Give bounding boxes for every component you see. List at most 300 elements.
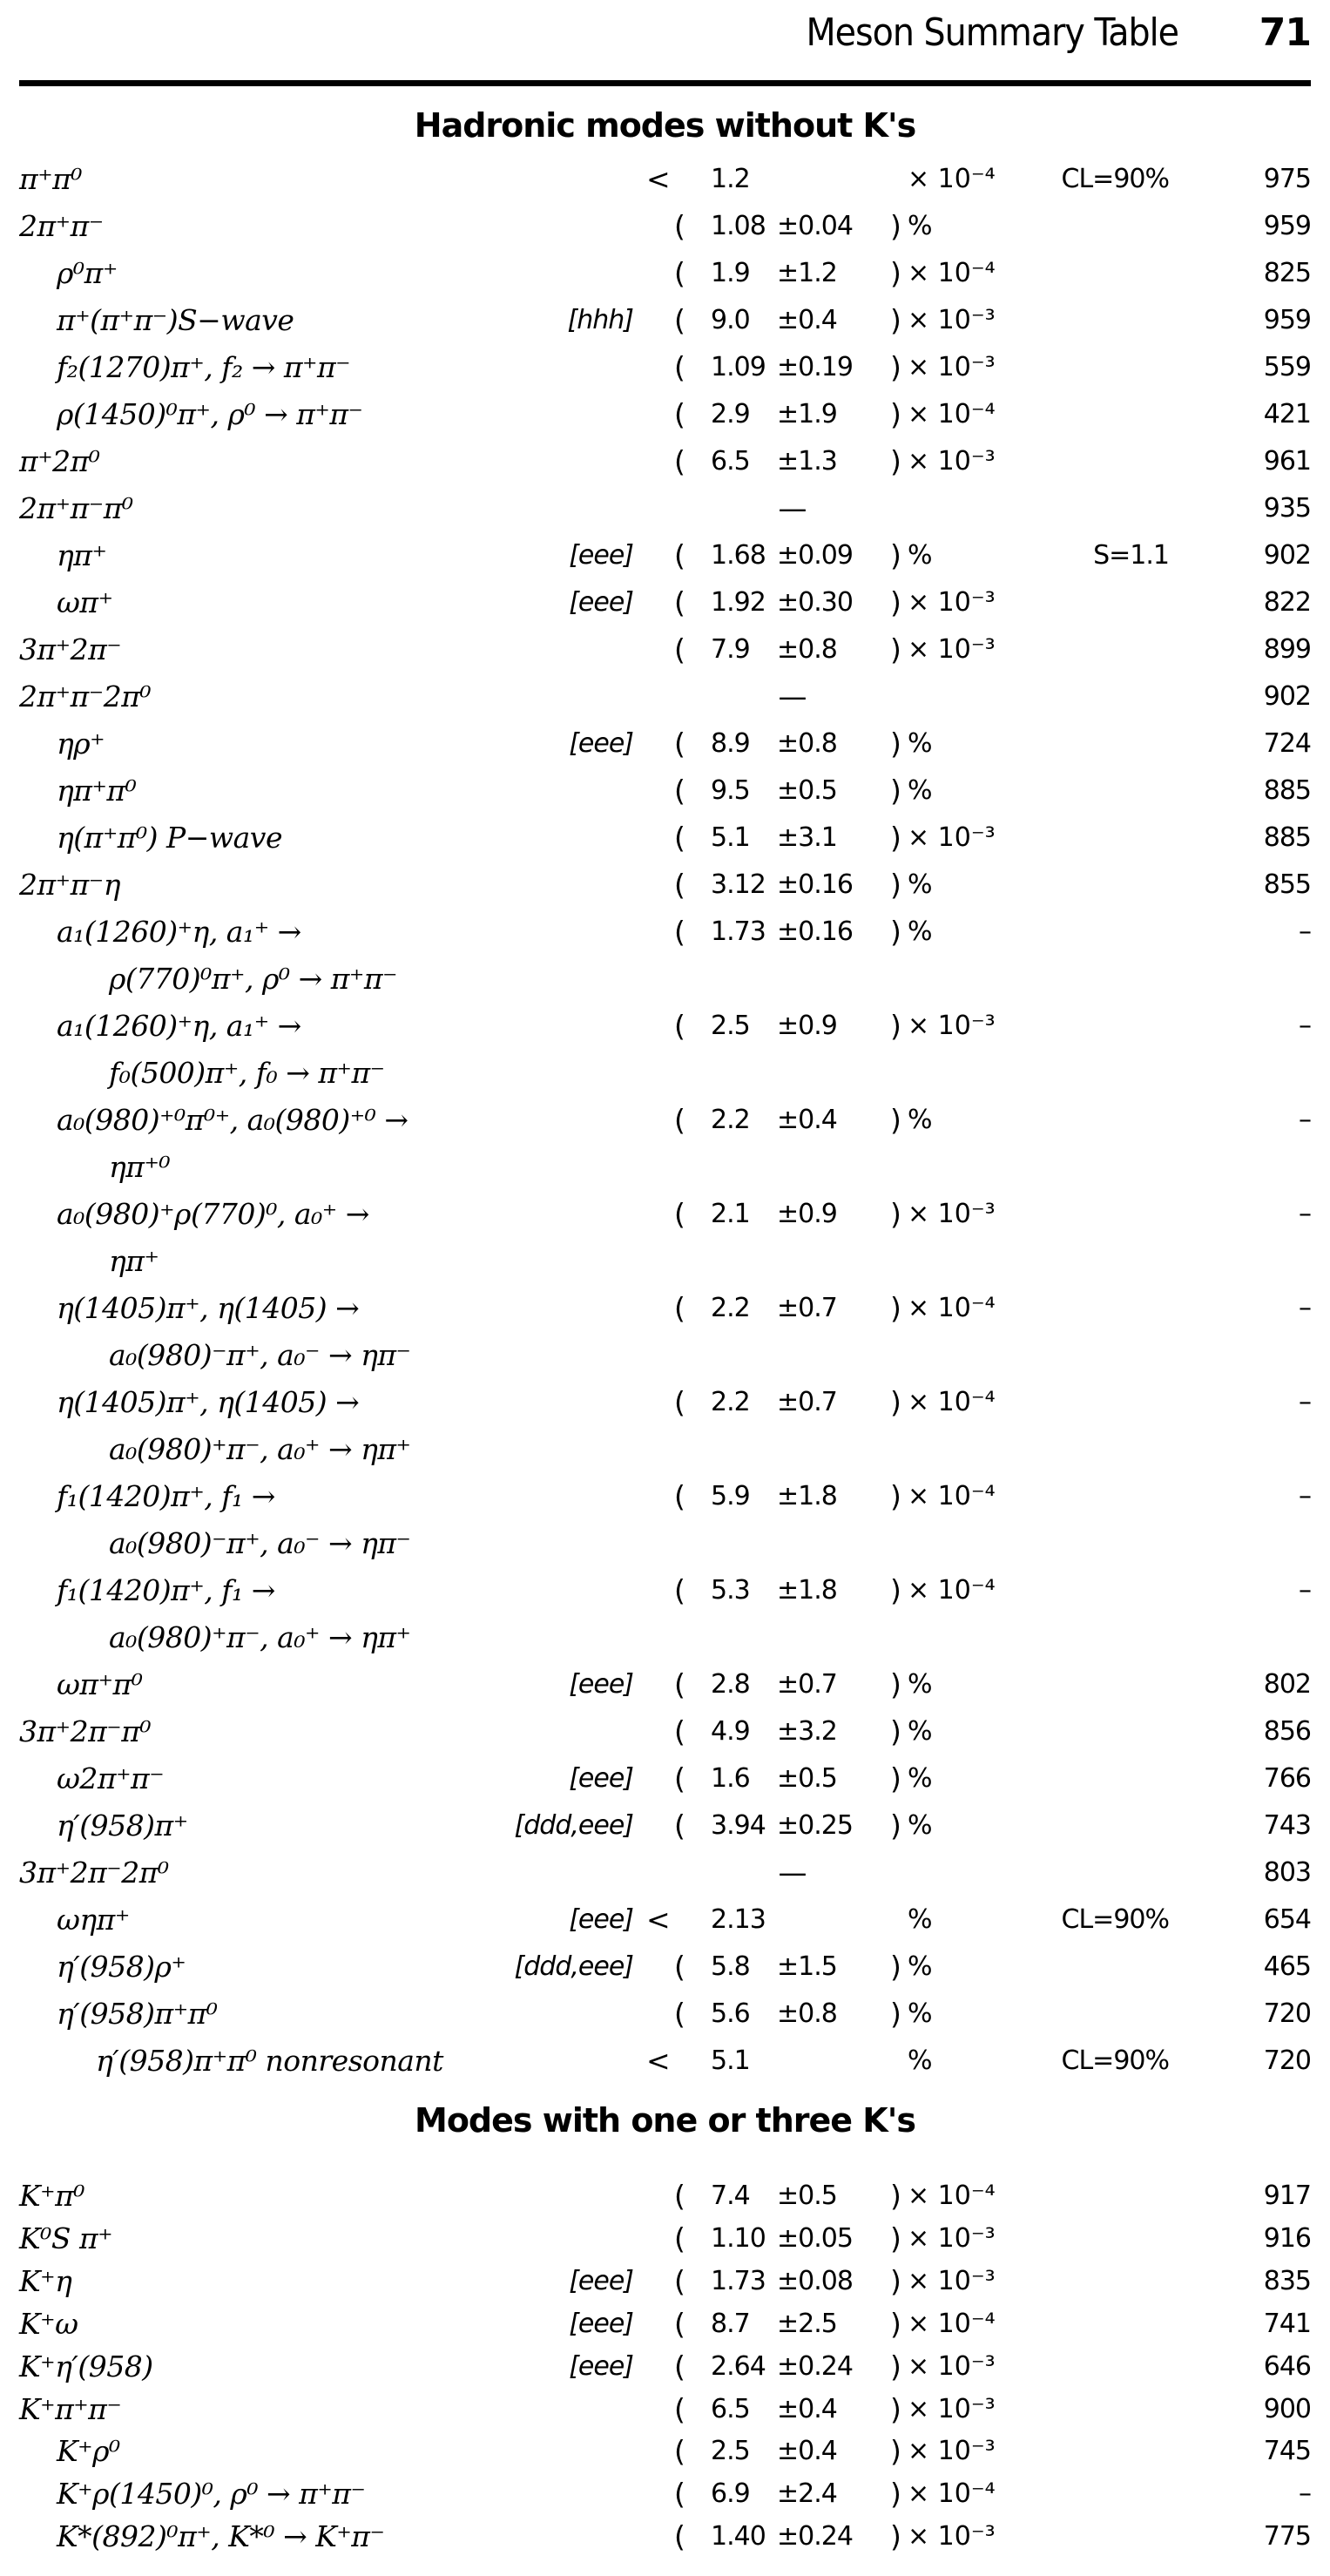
fraction-value: 9.5 xyxy=(711,775,750,806)
table-row xyxy=(0,1945,1330,1989)
momentum-p: 559 xyxy=(1263,352,1311,382)
momentum-p: 720 xyxy=(1263,1998,1311,2029)
table-row xyxy=(0,863,1330,907)
fraction-error: ±0.16 xyxy=(777,916,853,947)
fraction-error: ±0.4 xyxy=(777,2436,837,2467)
fraction-error: ±0.4 xyxy=(777,305,837,335)
close-paren: ) xyxy=(890,585,901,619)
close-paren: ) xyxy=(890,209,901,243)
decay-mode: K⁺η xyxy=(19,2263,72,2298)
fraction-unit: × 10⁻⁴ xyxy=(908,1293,996,1323)
table-row xyxy=(0,628,1330,672)
fraction-value: 2.13 xyxy=(711,1904,766,1935)
no-value-dash: — xyxy=(778,491,807,525)
table-row xyxy=(0,1898,1330,1942)
decay-mode: f₁(1420)π⁺, f₁ → xyxy=(57,1479,275,1513)
decay-mode: 2π⁺π⁻η xyxy=(19,868,120,902)
open-paren: ( xyxy=(674,774,685,808)
decay-mode: π⁺(π⁺π⁻)S−wave xyxy=(57,303,294,337)
momentum-p: 766 xyxy=(1263,1763,1311,1794)
momentum-p: 959 xyxy=(1263,305,1311,335)
fraction-error: ±0.09 xyxy=(777,540,853,571)
momentum-p: 775 xyxy=(1263,2521,1311,2552)
decay-mode: a₀(980)⁺π⁻, a₀⁺ → ηπ⁺ xyxy=(109,1620,411,1654)
open-paren: ( xyxy=(674,2263,685,2298)
decay-mode: 2π⁺π⁻π⁰ xyxy=(19,491,133,525)
table-row xyxy=(0,1804,1330,1848)
open-paren: ( xyxy=(674,303,685,337)
table-row xyxy=(0,1381,1330,1424)
open-paren: ( xyxy=(674,1950,685,1984)
close-paren: ) xyxy=(890,1291,901,1325)
fraction-error: ±0.05 xyxy=(777,2222,853,2254)
table-row xyxy=(0,205,1330,248)
open-paren: ( xyxy=(674,2477,685,2512)
fraction-error: ±0.8 xyxy=(777,728,837,759)
table-row xyxy=(0,722,1330,766)
open-paren: ( xyxy=(674,632,685,666)
momentum-p: 959 xyxy=(1263,211,1311,241)
decay-mode: ωπ⁺π⁰ xyxy=(57,1667,143,1701)
decay-mode: π⁺π⁰ xyxy=(19,162,83,196)
momentum-p: 825 xyxy=(1263,258,1311,288)
fraction-unit: % xyxy=(908,1810,933,1841)
table-row xyxy=(0,2472,1330,2516)
momentum-p: 654 xyxy=(1263,1904,1311,1935)
fraction-error: ±0.7 xyxy=(777,1387,837,1417)
fraction-value: 2.64 xyxy=(711,2350,766,2382)
table-row xyxy=(0,534,1330,578)
fraction-value: 5.6 xyxy=(711,1998,750,2029)
decay-mode: ηπ⁺π⁰ xyxy=(57,774,137,808)
table-row xyxy=(0,581,1330,625)
table-row xyxy=(0,1004,1330,1048)
decay-mode: η′(958)π⁺π⁰ xyxy=(57,1997,218,2031)
fraction-unit: × 10⁻³ xyxy=(908,822,996,853)
table-row xyxy=(0,1757,1330,1801)
close-paren: ) xyxy=(890,1714,901,1748)
fraction-value: 2.2 xyxy=(711,1105,750,1135)
fraction-value: 6.5 xyxy=(711,2393,750,2424)
momentum-p: 902 xyxy=(1263,540,1311,571)
decay-mode: K⁺ρ⁰ xyxy=(57,2434,120,2469)
decay-mode: ηπ⁺ xyxy=(57,538,107,572)
fraction-value: 2.9 xyxy=(711,399,750,429)
close-paren: ) xyxy=(890,350,901,384)
footnote-ref: [eee] xyxy=(569,1904,633,1935)
fraction-value: 7.9 xyxy=(711,634,750,665)
open-paren: ( xyxy=(674,585,685,619)
open-paren: ( xyxy=(674,2221,685,2255)
table-row xyxy=(0,2515,1330,2559)
close-paren: ) xyxy=(890,1950,901,1984)
upper-limit-sign: < xyxy=(646,2044,671,2078)
decay-mode: 2π⁺π⁻ xyxy=(19,209,104,243)
open-paren: ( xyxy=(674,1103,685,1137)
decay-mode: ηρ⁺ xyxy=(57,727,105,761)
momentum-p: 961 xyxy=(1263,446,1311,477)
fraction-value: 2.5 xyxy=(711,2436,750,2467)
fraction-value: 1.92 xyxy=(711,587,766,618)
fraction-error: ±0.7 xyxy=(777,1669,837,1700)
fraction-error: ±0.4 xyxy=(777,1105,837,1135)
fraction-unit: × 10⁻³ xyxy=(908,634,996,665)
close-paren: ) xyxy=(890,1385,901,1419)
footnote-ref: [eee] xyxy=(569,2308,633,2339)
fraction-unit: × 10⁻³ xyxy=(908,2521,996,2552)
table-row xyxy=(0,2217,1330,2261)
decay-mode: η(π⁺π⁰) P−wave xyxy=(57,821,282,855)
open-paren: ( xyxy=(674,1714,685,1748)
close-paren: ) xyxy=(890,2221,901,2255)
fraction-unit: × 10⁻⁴ xyxy=(908,1481,996,1511)
close-paren: ) xyxy=(890,1103,901,1137)
open-paren: ( xyxy=(674,209,685,243)
footnote-ref: [eee] xyxy=(569,1763,633,1794)
momentum-p: 802 xyxy=(1263,1669,1311,1700)
fraction-error: ±1.2 xyxy=(777,258,837,288)
fraction-value: 1.73 xyxy=(711,916,766,947)
table-row xyxy=(0,2388,1330,2431)
close-paren: ) xyxy=(890,1997,901,2031)
decay-mode: a₁(1260)⁺η, a₁⁺ → xyxy=(57,1009,301,1043)
table-row xyxy=(0,2174,1330,2218)
table-row xyxy=(0,1287,1330,1330)
fraction-unit: × 10⁻³ xyxy=(908,587,996,618)
fraction-value: 8.7 xyxy=(711,2308,750,2339)
momentum-p: 743 xyxy=(1263,1810,1311,1841)
decay-mode: a₀(980)⁻π⁺, a₀⁻ → ηπ⁻ xyxy=(109,1526,411,1560)
table-row-continuation xyxy=(0,1428,1330,1471)
table-row-continuation xyxy=(0,1334,1330,1377)
momentum-p: 745 xyxy=(1263,2436,1311,2467)
fraction-unit: % xyxy=(908,728,933,759)
no-value-dash: — xyxy=(778,679,807,713)
open-paren: ( xyxy=(674,1809,685,1842)
fraction-value: 2.2 xyxy=(711,1387,750,1417)
table-row-continuation xyxy=(0,1240,1330,1283)
fraction-unit: % xyxy=(908,869,933,900)
fraction-unit: % xyxy=(908,1904,933,1935)
fraction-value: 2.8 xyxy=(711,1669,750,1700)
fraction-error: ±0.9 xyxy=(777,1199,837,1229)
open-paren: ( xyxy=(674,1197,685,1231)
decay-mode: K⁺π⁰ xyxy=(19,2179,84,2213)
fraction-unit: × 10⁻³ xyxy=(908,352,996,382)
close-paren: ) xyxy=(890,538,901,572)
page-header xyxy=(0,0,1311,87)
momentum-p: 885 xyxy=(1263,775,1311,806)
scale-or-cl: CL=90% xyxy=(1061,1904,1169,1935)
fraction-unit: × 10⁻³ xyxy=(908,2222,996,2254)
fraction-value: 2.2 xyxy=(711,1293,750,1323)
fraction-unit: % xyxy=(908,1105,933,1135)
fraction-value: 1.6 xyxy=(711,1763,750,1794)
fraction-value: 8.9 xyxy=(711,728,750,759)
momentum-p: 720 xyxy=(1263,2045,1311,2076)
close-paren: ) xyxy=(890,444,901,478)
decay-mode: K⁺η′(958) xyxy=(19,2349,153,2383)
table-row xyxy=(0,1663,1330,1707)
close-paren: ) xyxy=(890,303,901,337)
open-paren: ( xyxy=(674,868,685,902)
table-row xyxy=(0,487,1330,531)
fraction-value: 1.73 xyxy=(711,2265,766,2296)
fraction-error: ±0.30 xyxy=(777,587,853,618)
decay-mode: ω2π⁺π⁻ xyxy=(57,1761,165,1795)
momentum-p: 885 xyxy=(1263,822,1311,853)
decay-mode: ρ(1450)⁰π⁺, ρ⁰ → π⁺π⁻ xyxy=(57,397,363,431)
decay-mode: a₀(980)⁺⁰π⁰⁺, a₀(980)⁺⁰ → xyxy=(57,1103,408,1137)
open-paren: ( xyxy=(674,2349,685,2383)
footnote-ref: [eee] xyxy=(569,2265,633,2296)
fraction-error: ±3.2 xyxy=(777,1716,837,1747)
close-paren: ) xyxy=(890,2179,901,2213)
close-paren: ) xyxy=(890,1573,901,1607)
close-paren: ) xyxy=(890,1809,901,1842)
open-paren: ( xyxy=(674,444,685,478)
decay-mode: f₁(1420)π⁺, f₁ → xyxy=(57,1573,275,1607)
fraction-value: 4.9 xyxy=(711,1716,750,1747)
open-paren: ( xyxy=(674,2519,685,2554)
momentum-p: – xyxy=(1299,2478,1311,2510)
close-paren: ) xyxy=(890,2263,901,2298)
open-paren: ( xyxy=(674,2306,685,2341)
close-paren: ) xyxy=(890,774,901,808)
fraction-unit: × 10⁻⁴ xyxy=(908,258,996,288)
scale-or-cl: CL=90% xyxy=(1061,164,1169,194)
fraction-error: ±0.8 xyxy=(777,634,837,665)
fraction-unit: × 10⁻³ xyxy=(908,2393,996,2424)
footnote-ref: [eee] xyxy=(569,587,633,618)
fraction-error: ±1.9 xyxy=(777,399,837,429)
decay-mode: η′(958)π⁺ xyxy=(57,1809,188,1842)
open-paren: ( xyxy=(674,397,685,431)
open-paren: ( xyxy=(674,1761,685,1795)
momentum-p: 646 xyxy=(1263,2350,1311,2382)
table-row xyxy=(0,675,1330,719)
fraction-unit: × 10⁻⁴ xyxy=(908,1575,996,1606)
footnote-ref: [ddd,eee] xyxy=(514,1951,633,1982)
decay-mode: f₀(500)π⁺, f₀ → π⁺π⁻ xyxy=(109,1056,385,1090)
decay-mode: η(1405)π⁺, η(1405) → xyxy=(57,1385,360,1419)
fraction-unit: × 10⁻³ xyxy=(908,2265,996,2296)
footnote-ref: [eee] xyxy=(569,1669,633,1700)
open-paren: ( xyxy=(674,915,685,949)
fraction-unit: × 10⁻⁴ xyxy=(908,164,996,194)
footnote-ref: [eee] xyxy=(569,728,633,759)
fraction-unit: % xyxy=(908,775,933,806)
table-row xyxy=(0,2430,1330,2473)
table-row xyxy=(0,1569,1330,1613)
fraction-unit: × 10⁻³ xyxy=(908,2436,996,2467)
decay-mode: ηπ⁺⁰ xyxy=(109,1150,171,1184)
momentum-p: – xyxy=(1299,1387,1311,1417)
fraction-error: ±0.5 xyxy=(777,2180,837,2211)
close-paren: ) xyxy=(890,632,901,666)
open-paren: ( xyxy=(674,1667,685,1701)
decay-mode: π⁺2π⁰ xyxy=(19,444,100,478)
page-number: 71 xyxy=(1259,10,1311,55)
fraction-error: ±2.4 xyxy=(777,2478,837,2510)
momentum-p: 899 xyxy=(1263,634,1311,665)
open-paren: ( xyxy=(674,1997,685,2031)
open-paren: ( xyxy=(674,350,685,384)
fraction-value: 5.3 xyxy=(711,1575,750,1606)
fraction-unit: × 10⁻⁴ xyxy=(908,2308,996,2339)
fraction-unit: % xyxy=(908,1716,933,1747)
open-paren: ( xyxy=(674,1479,685,1513)
fraction-value: 6.9 xyxy=(711,2478,750,2510)
fraction-error: ±2.5 xyxy=(777,2308,837,2339)
fraction-error: ±0.5 xyxy=(777,1763,837,1794)
momentum-p: 856 xyxy=(1263,1716,1311,1747)
fraction-unit: % xyxy=(908,1951,933,1982)
fraction-error: ±1.5 xyxy=(777,1951,837,1982)
fraction-value: 1.40 xyxy=(711,2521,766,2552)
close-paren: ) xyxy=(890,1479,901,1513)
table-row xyxy=(0,252,1330,295)
close-paren: ) xyxy=(890,1009,901,1043)
close-paren: ) xyxy=(890,2434,901,2469)
decay-mode: ρ(770)⁰π⁺, ρ⁰ → π⁺π⁻ xyxy=(109,962,397,996)
momentum-p: – xyxy=(1299,1105,1311,1135)
fraction-unit: × 10⁻⁴ xyxy=(908,2478,996,2510)
fraction-unit: × 10⁻³ xyxy=(908,305,996,335)
table-row xyxy=(0,158,1330,201)
no-value-dash: — xyxy=(778,1856,807,1890)
fraction-error: ±1.3 xyxy=(777,446,837,477)
open-paren: ( xyxy=(674,256,685,290)
table-row xyxy=(0,1099,1330,1142)
fraction-value: 2.1 xyxy=(711,1199,750,1229)
table-row-continuation xyxy=(0,957,1330,1001)
fraction-value: 6.5 xyxy=(711,446,750,477)
upper-limit-sign: < xyxy=(646,1903,671,1937)
decay-mode: ωπ⁺ xyxy=(57,585,113,619)
fraction-error: ±0.9 xyxy=(777,1011,837,1041)
table-row-continuation xyxy=(0,1522,1330,1565)
table-row xyxy=(0,2260,1330,2303)
momentum-p: – xyxy=(1299,1575,1311,1606)
fraction-value: 2.5 xyxy=(711,1011,750,1041)
fraction-value: 1.08 xyxy=(711,211,766,241)
momentum-p: 900 xyxy=(1263,2393,1311,2424)
fraction-error: ±0.8 xyxy=(777,1998,837,2029)
table-row xyxy=(0,2302,1330,2346)
close-paren: ) xyxy=(890,915,901,949)
fraction-error: ±1.8 xyxy=(777,1481,837,1511)
fraction-error: ±0.4 xyxy=(777,2393,837,2424)
fraction-error: ±1.8 xyxy=(777,1575,837,1606)
section-heading: Hadronic modes without K's xyxy=(414,106,916,145)
momentum-p: – xyxy=(1299,1199,1311,1229)
fraction-unit: % xyxy=(908,916,933,947)
fraction-value: 5.8 xyxy=(711,1951,750,1982)
fraction-error: ±0.24 xyxy=(777,2350,853,2382)
section-heading: Modes with one or three K's xyxy=(415,2101,915,2140)
decay-mode: K*(892)⁰π⁺, K*⁰ → K⁺π⁻ xyxy=(57,2519,385,2554)
close-paren: ) xyxy=(890,2391,901,2426)
momentum-p: 465 xyxy=(1263,1951,1311,1982)
open-paren: ( xyxy=(674,1573,685,1607)
footnote-ref: [eee] xyxy=(569,2350,633,2382)
close-paren: ) xyxy=(890,2349,901,2383)
open-paren: ( xyxy=(674,821,685,855)
fraction-unit: % xyxy=(908,1998,933,2029)
table-row xyxy=(0,2345,1330,2389)
momentum-p: – xyxy=(1299,916,1311,947)
table-row xyxy=(0,1475,1330,1518)
table-row xyxy=(0,769,1330,813)
fraction-unit: × 10⁻³ xyxy=(908,1011,996,1041)
fraction-unit: × 10⁻⁴ xyxy=(908,1387,996,1417)
fraction-unit: × 10⁻³ xyxy=(908,2350,996,2382)
table-row xyxy=(0,1851,1330,1895)
fraction-unit: × 10⁻³ xyxy=(908,446,996,477)
footnote-ref: [ddd,eee] xyxy=(514,1810,633,1841)
fraction-value: 1.2 xyxy=(711,164,750,194)
momentum-p: 421 xyxy=(1263,399,1311,429)
decay-mode: 3π⁺2π⁻2π⁰ xyxy=(19,1856,169,1890)
decay-mode: 3π⁺2π⁻ xyxy=(19,632,122,666)
momentum-p: 835 xyxy=(1263,2265,1311,2296)
open-paren: ( xyxy=(674,1385,685,1419)
close-paren: ) xyxy=(890,868,901,902)
fraction-error: ±0.16 xyxy=(777,869,853,900)
fraction-unit: × 10⁻³ xyxy=(908,1199,996,1229)
close-paren: ) xyxy=(890,1761,901,1795)
fraction-error: ±3.1 xyxy=(777,822,837,853)
decay-mode: η(1405)π⁺, η(1405) → xyxy=(57,1291,360,1325)
fraction-unit: % xyxy=(908,211,933,241)
fraction-value: 1.10 xyxy=(711,2222,766,2254)
close-paren: ) xyxy=(890,397,901,431)
open-paren: ( xyxy=(674,727,685,761)
fraction-error: ±0.24 xyxy=(777,2521,853,2552)
momentum-p: 803 xyxy=(1263,1857,1311,1888)
close-paren: ) xyxy=(890,2477,901,2512)
momentum-p: 917 xyxy=(1263,2180,1311,2211)
table-row xyxy=(0,1193,1330,1236)
fraction-unit: % xyxy=(908,1669,933,1700)
momentum-p: – xyxy=(1299,1293,1311,1323)
decay-mode: a₁(1260)⁺η, a₁⁺ → xyxy=(57,915,301,949)
fraction-value: 5.9 xyxy=(711,1481,750,1511)
table-row-continuation xyxy=(0,1616,1330,1660)
decay-mode: a₀(980)⁺π⁻, a₀⁺ → ηπ⁺ xyxy=(109,1432,411,1466)
fraction-value: 1.9 xyxy=(711,258,750,288)
decay-mode: 2π⁺π⁻2π⁰ xyxy=(19,679,152,713)
momentum-p: 975 xyxy=(1263,164,1311,194)
close-paren: ) xyxy=(890,2519,901,2554)
decay-mode: ρ⁰π⁺ xyxy=(57,256,118,290)
open-paren: ( xyxy=(674,2179,685,2213)
decay-mode: K⁺ω xyxy=(19,2306,78,2341)
scale-or-cl: S=1.1 xyxy=(1093,540,1169,571)
momentum-p: 935 xyxy=(1263,493,1311,524)
fraction-error: ±0.25 xyxy=(777,1810,853,1841)
close-paren: ) xyxy=(890,2306,901,2341)
fraction-value: 1.09 xyxy=(711,352,766,382)
decay-mode: K⁰S π⁺ xyxy=(19,2221,113,2255)
momentum-p: 724 xyxy=(1263,728,1311,759)
table-row xyxy=(0,816,1330,860)
header-rule xyxy=(19,80,1311,86)
fraction-value: 5.1 xyxy=(711,822,750,853)
decay-mode: a₀(980)⁻π⁺, a₀⁻ → ηπ⁻ xyxy=(109,1338,411,1372)
page-title: Meson Summary Table xyxy=(806,10,1178,55)
